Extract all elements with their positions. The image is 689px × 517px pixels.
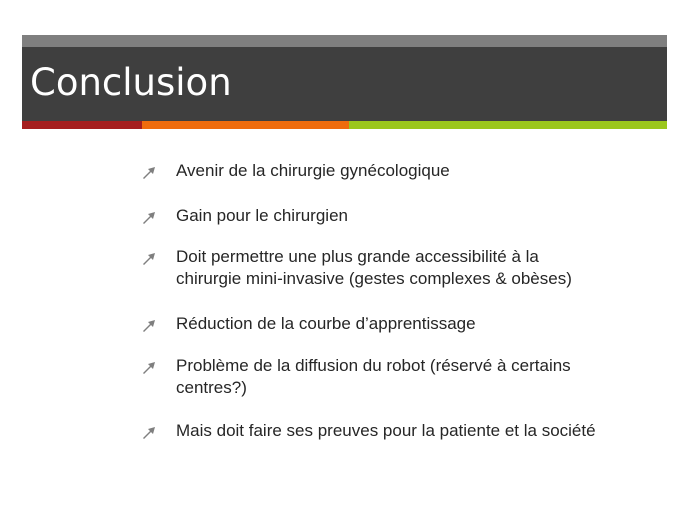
diagonal-arrow-icon: [142, 211, 156, 225]
accent-segment-red: [22, 121, 142, 129]
bullet-item: [140, 205, 660, 227]
diagonal-arrow-icon: [142, 426, 156, 440]
diagonal-arrow-icon: [142, 319, 156, 333]
bullet-item: [140, 313, 660, 335]
accent-bar: [22, 121, 667, 129]
bullet-item: [140, 420, 660, 442]
bullet-text: Gain pour le chirurgien: [176, 206, 348, 225]
bullet-text: Réduction de la courbe d’apprentissage: [176, 314, 476, 333]
diagonal-arrow-icon: [142, 361, 156, 375]
diagonal-arrow-icon: [142, 252, 156, 266]
title-top-stripe: [22, 35, 667, 47]
bullet-item: [140, 246, 660, 290]
title-bar: [22, 47, 667, 121]
slide-title: Conclusion: [30, 61, 232, 104]
accent-segment-orange: [142, 121, 349, 129]
bullet-text: Avenir de la chirurgie gynécologique: [176, 161, 450, 180]
diagonal-arrow-icon: [142, 166, 156, 180]
accent-segment-green: [349, 121, 667, 129]
bullet-item: [140, 355, 660, 399]
bullet-item: [140, 160, 660, 182]
bullet-text: Mais doit faire ses preuves pour la patiente et la société: [176, 421, 596, 440]
bullet-text: Doit permettre une plus grande accessibilité à la chirurgie mini-invasive (gestes complexes & obèses): [176, 247, 572, 288]
bullet-text: Problème de la diffusion du robot (réservé à certains centres?): [176, 356, 571, 397]
